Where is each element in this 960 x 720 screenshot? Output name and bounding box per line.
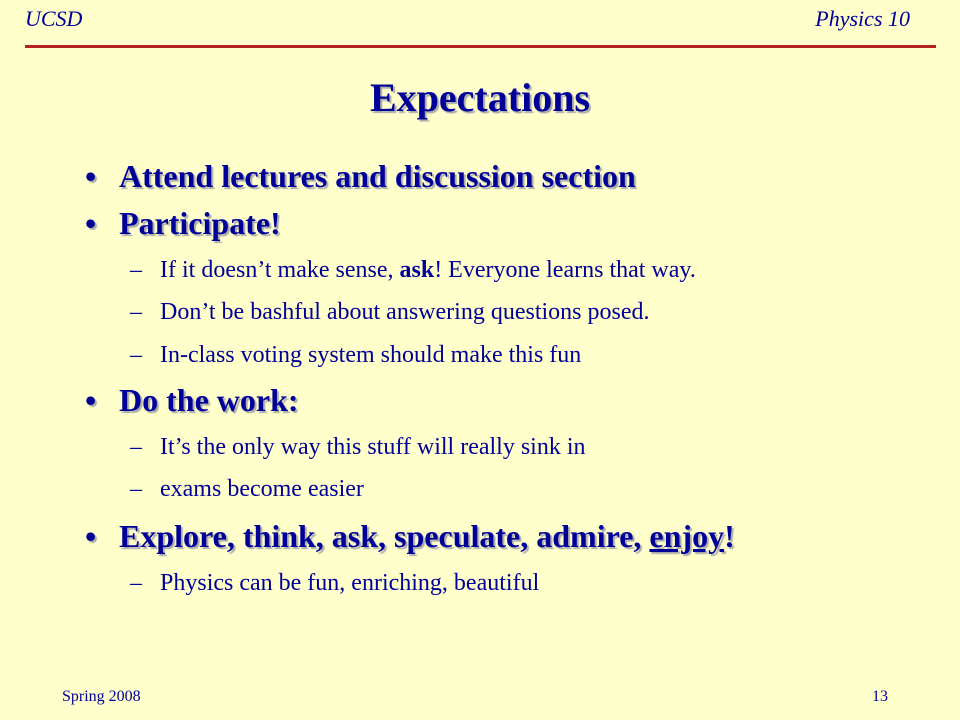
bullet-dot: • — [85, 518, 97, 554]
slide-title: Expectations — [370, 75, 590, 120]
bullet-2-text: Participate! — [119, 205, 281, 241]
sub-dash: – — [130, 342, 142, 368]
sub-bullet-2-2 — [130, 299, 649, 326]
sub-dash: – — [130, 434, 142, 460]
bullet-1-text: Attend lectures and discussion section — [119, 158, 636, 194]
bullet-2 — [85, 205, 281, 242]
bullet-dot: • — [85, 158, 97, 194]
sub-bullet-4-1-text: Physics can be fun, enriching, beautiful — [160, 570, 540, 596]
sub-bullet-3-1-text: It’s the only way this stuff will really sink in — [160, 434, 586, 460]
sub-bullet-3-2-text: exams become easier — [160, 476, 364, 502]
sub-dash: – — [130, 257, 142, 283]
bullet-4-emph: enjoy — [649, 518, 725, 554]
bullet-4-post: ! — [724, 518, 735, 554]
footer-term: Spring 2008 — [62, 688, 141, 705]
sub-bullet-2-3 — [130, 342, 581, 369]
bullet-1 — [85, 158, 636, 195]
bullet-4 — [85, 518, 735, 555]
sub-bullet-2-1 — [130, 257, 696, 284]
slide-number: 13 — [872, 688, 888, 705]
bullet-4-pre: Explore, think, ask, speculate, admire, — [119, 518, 650, 554]
header-class: Physics 10 — [815, 6, 910, 31]
bullet-3 — [85, 382, 299, 419]
bullet-dot: • — [85, 382, 97, 418]
sub-bullet-2-1-pre: If it doesn’t make sense, — [160, 257, 400, 283]
sub-bullet-2-3-text: In-class voting system should make this fun — [160, 342, 582, 368]
sub-bullet-2-1-emph: ask — [399, 257, 435, 283]
header-rule — [25, 45, 936, 48]
sub-bullet-2-1-post: ! Everyone learns that way. — [434, 257, 696, 283]
sub-dash: – — [130, 476, 142, 502]
sub-bullet-2-2-text: Don’t be bashful about answering questions posed. — [160, 299, 650, 325]
sub-bullet-3-1 — [130, 434, 586, 461]
bullet-3-text: Do the work: — [119, 382, 299, 418]
sub-dash: – — [130, 570, 142, 596]
sub-dash: – — [130, 299, 142, 325]
header-course: UCSD — [25, 6, 83, 31]
sub-bullet-4-1 — [130, 570, 539, 597]
bullet-dot: • — [85, 205, 97, 241]
sub-bullet-3-2 — [130, 476, 364, 503]
